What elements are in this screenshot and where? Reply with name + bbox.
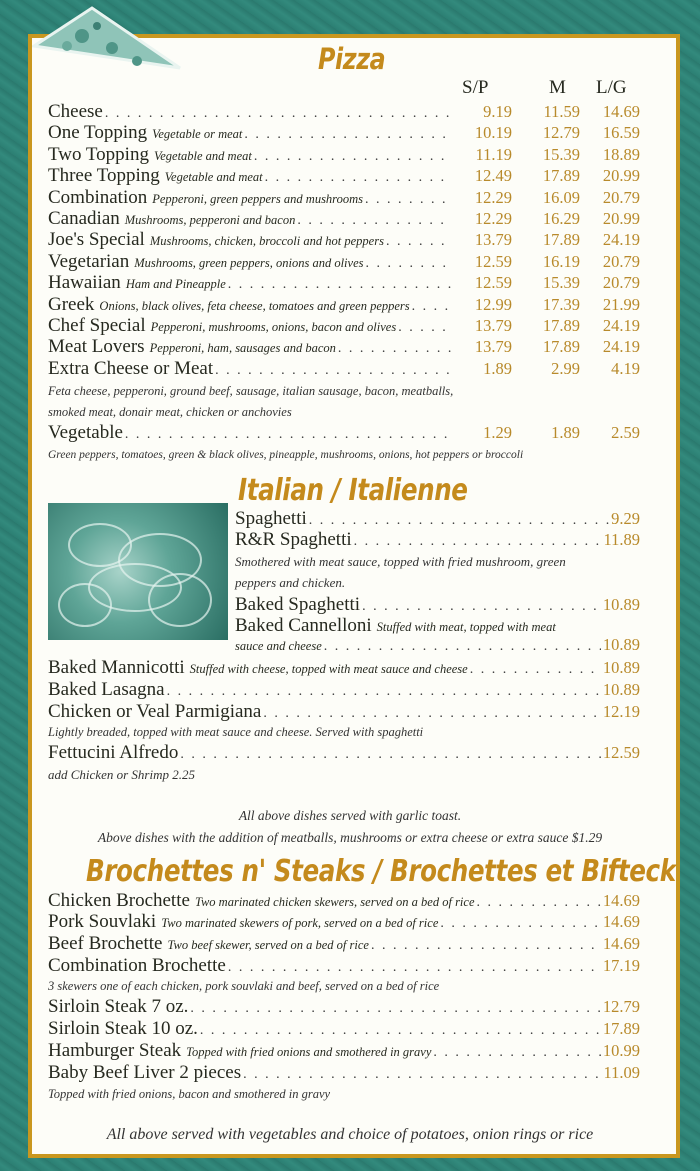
pizza-item	[48, 122, 640, 144]
price-large: 24.19	[602, 230, 640, 250]
extra-note-line-1: Feta cheese, pepperoni, ground beef, sausage, italian sausage, bacon, meatballs,	[48, 384, 454, 398]
italian-item-baked-spaghetti	[235, 594, 640, 616]
italian-item-lasagna	[48, 679, 640, 701]
item-desc: Pepperoni, green peppers and mushrooms	[152, 191, 363, 206]
item-name: Fettucini Alfredo	[48, 742, 179, 763]
price: 14.69	[602, 891, 640, 910]
combo-note: 3 skewers one of each chicken, pork souvlaki and beef, served on a bed of rice	[48, 979, 440, 993]
price-large: 20.79	[602, 187, 640, 207]
brochette-item	[48, 996, 640, 1018]
price: 17.89	[602, 1019, 640, 1038]
item-name: Beef Brochette	[48, 933, 163, 954]
pizza-item	[48, 187, 640, 209]
price: 10.99	[602, 1041, 640, 1060]
price-large: 21.99	[602, 294, 640, 314]
price-medium: 17.89	[542, 230, 580, 250]
item-desc: Mushrooms, chicken, broccoli and hot peppers	[149, 234, 384, 249]
brochette-item	[48, 1062, 640, 1084]
vegetable-note: Green peppers, tomatoes, green & black olives, pineapple, mushrooms, onions, hot peppers or broccoli	[48, 449, 524, 461]
rr-note-line-2: peppers and chicken.	[235, 575, 346, 590]
price-large: 24.19	[602, 337, 640, 357]
price: 11.09	[603, 1063, 640, 1082]
price: 10.89	[602, 635, 640, 654]
price-medium: 17.89	[542, 316, 580, 335]
pizza-item	[48, 229, 640, 251]
size-header-small: S/P	[462, 77, 489, 98]
price-small: 1.29	[483, 423, 512, 442]
price-large: 20.99	[602, 166, 640, 186]
price-medium: 17.89	[542, 337, 580, 357]
italian-section-title: Italian / Italienne	[238, 473, 468, 508]
pizza-item	[48, 315, 640, 337]
item-desc: Vegetable and meat	[164, 170, 263, 185]
item-name: Hamburger Steak	[48, 1040, 182, 1061]
price: 12.19	[602, 702, 640, 721]
price-small: 11.19	[475, 144, 512, 164]
italian-item-parmigiana	[48, 701, 640, 723]
price-medium: 16.29	[542, 209, 580, 228]
brochette-item	[48, 1040, 640, 1062]
pizza-item	[48, 336, 640, 358]
item-name: Baby Beef Liver 2 pieces	[48, 1062, 242, 1083]
item-name: Sirloin Steak 7 oz.	[48, 996, 189, 1017]
size-header-large: L/G	[596, 77, 627, 98]
item-name: Baked Spaghetti	[235, 594, 361, 615]
item-desc: Two marinated chicken skewers, served on a bed of rice	[194, 895, 475, 909]
price: 17.19	[602, 956, 640, 975]
italian-item-manicotti	[48, 657, 640, 679]
item-desc: Ham and Pineapple	[125, 277, 226, 292]
item-desc: Pepperoni, ham, sausages and bacon	[149, 341, 336, 356]
extra-note-line-2: smoked meat, donair meat, chicken or anchovies	[48, 405, 292, 419]
price-small: 12.49	[474, 166, 512, 186]
price-medium: 16.19	[542, 251, 580, 271]
item-name: Spaghetti	[235, 508, 307, 529]
item-name: Baked Cannelloni	[235, 615, 372, 636]
brochette-item	[48, 933, 640, 955]
liver-note: Topped with fried onions, bacon and smothered in gravy	[48, 1087, 331, 1101]
price-medium: 16.09	[542, 187, 580, 207]
item-name: Chicken or Veal Parmigiana	[48, 701, 262, 722]
item-name: Baked Lasagna	[48, 679, 165, 700]
item-name: Cheese	[48, 101, 103, 122]
brochette-item	[48, 911, 640, 933]
price: 10.89	[602, 680, 640, 699]
pizza-item	[48, 251, 640, 273]
item-name: R&R Spaghetti	[235, 529, 352, 550]
price-medium: 15.39	[542, 273, 580, 293]
price: 14.69	[602, 912, 640, 931]
price-small: 13.79	[474, 230, 512, 250]
parmigiana-note: Lightly breaded, topped with meat sauce and cheese. Served with spaghetti	[48, 725, 424, 739]
price-small: 12.59	[474, 273, 512, 293]
price-medium: 1.89	[551, 423, 580, 442]
price-medium: 11.59	[543, 102, 580, 121]
pizza-item	[48, 101, 640, 123]
price-large: 4.19	[611, 358, 640, 378]
item-name: Chicken Brochette	[48, 890, 190, 911]
pizza-slice-image	[32, 6, 182, 96]
size-header-medium: M	[549, 77, 566, 98]
brochettes-footer: All above served with vegetables and choice of potatoes, onion rings or rice	[106, 1126, 594, 1143]
pizza-item	[48, 272, 640, 294]
price-small: 12.29	[474, 209, 512, 228]
item-name: Combination	[48, 186, 148, 208]
price-large: 2.59	[611, 423, 640, 442]
item-desc: Pepperoni, mushrooms, onions, bacon and olives	[150, 320, 397, 334]
italian-item-alfredo	[48, 742, 640, 764]
item-desc: Topped with fried onions and smothered in gravy	[186, 1045, 432, 1059]
item-desc: Vegetable or meat	[152, 127, 243, 142]
item-name: Joe's Special	[48, 229, 145, 251]
item-name: Meat Lovers	[48, 336, 145, 358]
price-medium: 17.39	[542, 294, 580, 314]
pizza-item	[48, 294, 640, 316]
brochette-item	[48, 1018, 640, 1040]
price: 14.69	[602, 934, 640, 953]
item-name: Pork Souvlaki	[48, 911, 157, 932]
brochette-item	[48, 955, 640, 977]
pizza-item	[48, 144, 640, 166]
item-name: Canadian	[48, 208, 120, 229]
price-small: 13.79	[474, 316, 512, 335]
item-name: Vegetable	[48, 422, 123, 443]
price: 10.89	[602, 658, 640, 677]
price-small: 13.79	[474, 337, 512, 357]
price-medium: 15.39	[542, 144, 580, 164]
price-small: 12.29	[474, 187, 512, 207]
pizza-item-vegetable	[48, 422, 640, 444]
italian-item-cannelloni-line-2	[235, 635, 640, 657]
price-large: 20.79	[602, 251, 640, 271]
price-large: 20.79	[602, 273, 640, 293]
price-large: 20.99	[602, 209, 640, 228]
item-desc: sauce and cheese	[235, 639, 322, 653]
italian-footer-2: Above dishes with the addition of meatballs, mushrooms or extra cheese or extra sauce $1.29	[97, 830, 603, 845]
item-desc: Stuffed with meat, topped with meat	[376, 620, 556, 634]
item-name: One Topping	[48, 122, 148, 144]
item-desc: Vegetable and meat	[153, 148, 252, 163]
price: 12.59	[602, 743, 640, 762]
italian-footer-1: All above dishes served with garlic toast.	[238, 808, 462, 823]
brochettes-section-title: Brochettes n' Steaks / Brochettes et Bifteck	[86, 854, 676, 889]
item-name: Extra Cheese or Meat	[48, 357, 214, 379]
item-desc: Stuffed with cheese, topped with meat sauce and cheese	[189, 662, 468, 676]
item-desc: Mushrooms, green peppers, onions and olives	[134, 255, 364, 270]
brochette-item	[48, 890, 640, 912]
item-name: Chef Special	[48, 315, 146, 336]
item-name: Two Topping	[48, 143, 149, 165]
price-small: 12.59	[474, 251, 512, 271]
item-name: Combination Brochette	[48, 955, 226, 976]
pizza-section-title: Pizza	[318, 42, 386, 76]
price-medium: 17.89	[542, 166, 580, 186]
item-desc: Onions, black olives, feta cheese, tomatoes and green peppers	[99, 298, 410, 313]
price-small: 10.19	[474, 123, 512, 143]
item-name: Hawaiian	[48, 272, 121, 294]
price: 12.79	[602, 997, 640, 1016]
item-desc: Two beef skewer, served on a bed of rice	[167, 938, 369, 952]
pizza-item	[48, 358, 640, 380]
rr-note-line-1: Smothered with meat sauce, topped with fried mushroom, green	[235, 554, 566, 569]
price-medium: 12.79	[542, 123, 580, 143]
item-name: Three Topping	[48, 165, 160, 187]
price: 11.89	[603, 530, 640, 549]
italian-item-spaghetti	[235, 508, 640, 530]
item-name: Sirloin Steak 10 oz.	[48, 1018, 198, 1039]
item-desc: Mushrooms, pepperoni and bacon	[124, 213, 296, 227]
italian-item-rr-spaghetti	[235, 529, 640, 551]
price: 10.89	[602, 595, 640, 614]
spaghetti-photo	[48, 503, 228, 640]
price-large: 14.69	[602, 102, 640, 121]
item-name: Baked Mannicotti	[48, 657, 185, 678]
pizza-item	[48, 208, 640, 230]
price-large: 18.89	[602, 144, 640, 164]
item-name: Greek	[48, 293, 95, 315]
price-small: 1.89	[483, 358, 512, 378]
item-name: Vegetarian	[48, 250, 130, 272]
price-small: 12.99	[474, 294, 512, 314]
price-large: 16.59	[602, 123, 640, 143]
price-medium: 2.99	[551, 358, 580, 378]
price: 9.29	[611, 509, 640, 528]
price-large: 24.19	[602, 316, 640, 335]
italian-item-cannelloni	[235, 615, 640, 637]
item-desc: Two marinated skewers of pork, served on a bed of rice	[161, 916, 439, 930]
price-small: 9.19	[483, 102, 512, 121]
alfredo-note: add Chicken or Shrimp 2.25	[48, 767, 195, 782]
pizza-item	[48, 165, 640, 187]
